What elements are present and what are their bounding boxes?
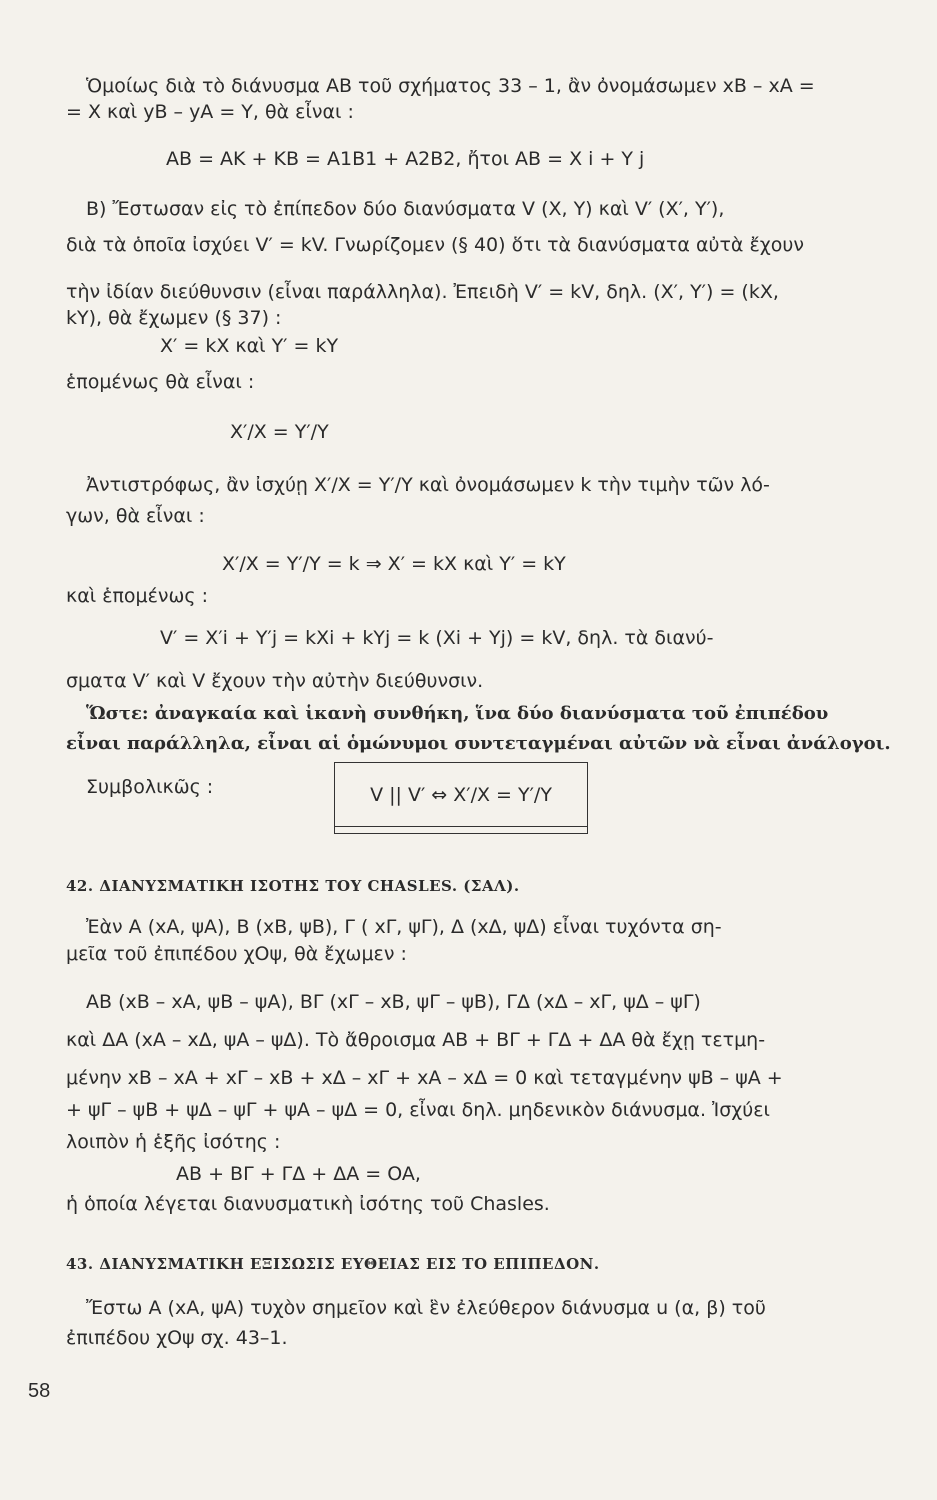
boxed-formula	[334, 762, 588, 834]
text-line: καὶ ἑπομένως :	[66, 585, 208, 607]
section-heading: 42. ΔΙΑΝΥΣΜΑΤΙΚΗ ΙΣΟΤΗΣ ΤΟΥ CHASLES. (ΣΑΛ).	[66, 877, 520, 895]
theorem-line: εἶναι παράλληλα, εἶναι αἱ ὁμώνυμοι συντεταγμέναι αὐτῶν νὰ εἶναι ἀνάλογοι.	[66, 733, 891, 754]
equation-line: AB (xB – xA, ψB – ψA), BΓ (xΓ – xB, ψΓ – ψB), ΓΔ (xΔ – xΓ, ψΔ – ψΓ)	[86, 991, 701, 1013]
text-line: Συμβολικῶς :	[86, 776, 214, 798]
text-line: ἡ ὁποία λέγεται διανυσματικὴ ἰσότης τοῦ Chasles.	[66, 1193, 550, 1215]
text-line: Ἔστω A (xA, ψA) τυχὸν σημεῖον καὶ ἓν ἐλεύθερον διάνυσμα u (α, β) τοῦ	[86, 1297, 766, 1319]
text-line: σματα V′ καὶ V ἔχουν τὴν αὐτὴν διεύθυνσιν.	[66, 670, 484, 692]
theorem-line: Ὥστε: ἀναγκαία καὶ ἱκανὴ συνθήκη, ἵνα δύο διανύσματα τοῦ ἐπιπέδου	[86, 703, 829, 724]
equation-line: X′/X = Y′/Y	[230, 421, 329, 443]
equation-line: V′ = X′i + Y′j = kXi + kYj = k (Xi + Yj) = kV, δηλ. τὰ διανύ-	[160, 627, 714, 649]
page-number: 58	[28, 1380, 51, 1402]
text-line: + ψΓ – ψB + ψΔ – ψΓ + ψA – ψΔ = 0, εἶναι δηλ. μηδενικὸν διάνυσμα. Ἰσχύει	[66, 1099, 770, 1121]
equation-line: X′/X = Y′/Y = k ⇒ X′ = kX καὶ Y′ = kY	[222, 553, 566, 575]
text-line: Ἀντιστρόφως, ἂν ἰσχύῃ X′/X = Y′/Y καὶ ὀνομάσωμεν k τὴν τιμὴν τῶν λό-	[86, 474, 770, 496]
text-line: Ἐὰν A (xA, ψA), B (xB, ψB), Γ ( xΓ, ψΓ), Δ (xΔ, ψΔ) εἶναι τυχόντα ση-	[86, 916, 722, 938]
equation-line: AB = AK + KB = A1B1 + A2B2, ἤτοι AB = X i + Y j	[166, 148, 645, 170]
equation-line: AB + BΓ + ΓΔ + ΔA = OA,	[176, 1163, 421, 1185]
equation-line: X′ = kX καὶ Y′ = kY	[160, 335, 339, 357]
text-line: διὰ τὰ ὁποῖα ἰσχύει V′ = kV. Γνωρίζομεν (§ 40) ὅτι τὰ διανύσματα αὐτὰ ἔχουν	[66, 234, 804, 256]
text-line: ἑπομένως θὰ εἶναι :	[66, 371, 255, 393]
text-line: καὶ ΔA (xA – xΔ, ψA – ψΔ). Τὸ ἄθροισμα AB + BΓ + ΓΔ + ΔA θὰ ἔχῃ τετμη-	[66, 1029, 766, 1051]
section-heading: 43. ΔΙΑΝΥΣΜΑΤΙΚΗ ΕΞΙΣΩΣΙΣ ΕΥΘΕΙΑΣ ΕΙΣ ΤΟ ΕΠΙΠΕΔΟΝ.	[66, 1255, 600, 1273]
text-line: Ὁμοίως διὰ τὸ διάνυσμα AB τοῦ σχήματος 33 – 1, ἂν ὀνομάσωμεν xB – xA =	[86, 75, 815, 97]
text-line: λοιπὸν ἡ ἑξῆς ἰσότης :	[66, 1131, 281, 1153]
text-line: ἐπιπέδου χOψ σχ. 43–1.	[66, 1327, 288, 1349]
text-line: τὴν ἰδίαν διεύθυνσιν (εἶναι παράλληλα). Ἐπειδὴ V′ = kV, δηλ. (X′, Y′) = (kX,	[66, 281, 779, 303]
text-line: μένην xB – xA + xΓ – xB + xΔ – xΓ + xA – xΔ = 0 καὶ τεταγμένην ψB – ψA +	[66, 1067, 783, 1089]
text-line: γων, θὰ εἶναι :	[66, 505, 205, 527]
equation-line: V || V′ ⇔ X′/X = Y′/Y	[370, 784, 552, 806]
text-line: B) Ἔστωσαν εἰς τὸ ἐπίπεδον δύο διανύσματα V (X, Y) καὶ V′ (X′, Y′),	[86, 198, 725, 220]
text-line: = X καὶ yB – yA = Y, θὰ εἶναι :	[66, 101, 354, 123]
text-line: μεῖα τοῦ ἐπιπέδου χOψ, θὰ ἔχωμεν :	[66, 943, 407, 965]
text-line: kY), θὰ ἔχωμεν (§ 37) :	[66, 307, 282, 329]
divider	[335, 826, 587, 827]
